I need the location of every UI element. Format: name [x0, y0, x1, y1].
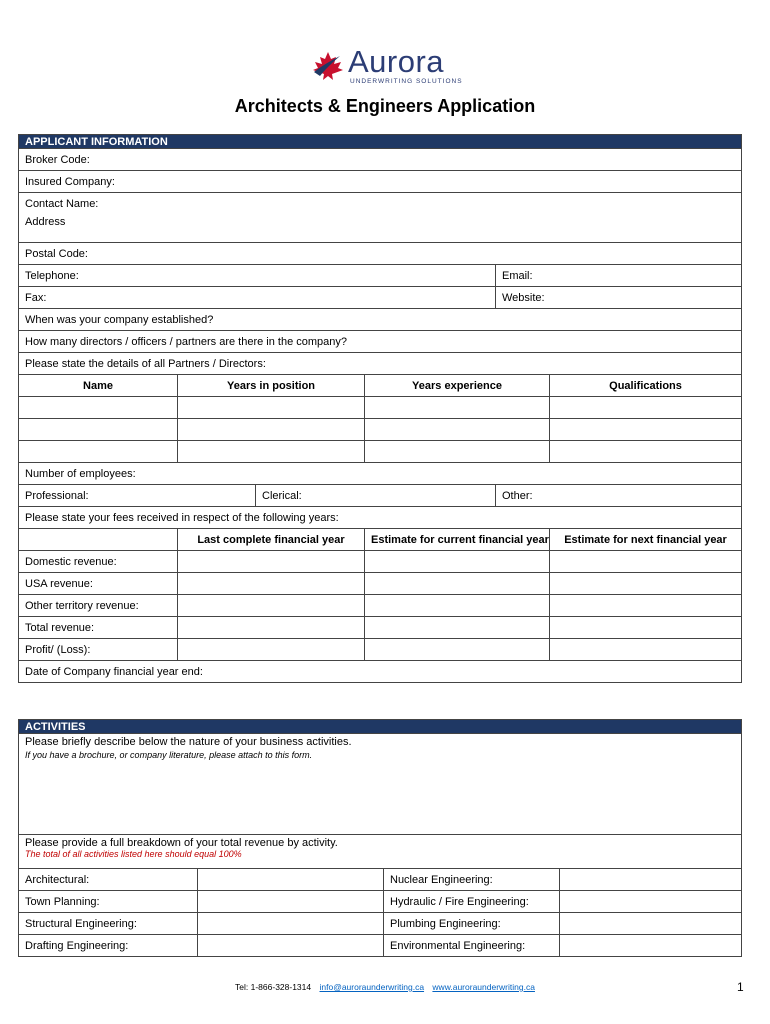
breakdown-label: Please provide a full breakdown of your total revenue by activity.	[25, 837, 338, 849]
partner-years-position-cell[interactable]	[178, 441, 365, 463]
activity-row	[19, 869, 742, 891]
revenue-row-label: USA revenue:	[19, 573, 178, 595]
telephone-field[interactable]: Telephone:	[19, 265, 496, 287]
partner-qualifications-cell[interactable]	[550, 441, 742, 463]
footer-email-link[interactable]: info@auroraunderwriting.ca	[319, 982, 425, 992]
maple-leaf-icon	[310, 50, 346, 82]
footer-website-link[interactable]: www.auroraunderwriting.ca	[432, 982, 535, 992]
insured-company-field[interactable]: Insured Company:	[19, 171, 742, 193]
revenue-last-year-cell[interactable]	[178, 551, 365, 573]
activity-value-cell[interactable]	[560, 913, 742, 935]
page-footer	[0, 982, 770, 992]
established-field[interactable]: When was your company established?	[19, 309, 742, 331]
business-activities-description[interactable]	[19, 734, 742, 835]
revenue-current-year-cell[interactable]	[365, 595, 550, 617]
revenue-row-label: Domestic revenue:	[19, 551, 178, 573]
partners-details-label: Please state the details of all Partners / Directors:	[19, 353, 742, 375]
revenue-last-year-cell[interactable]	[178, 639, 365, 661]
partner-row	[19, 419, 742, 441]
column-header-years-experience: Years experience	[365, 375, 550, 397]
activity-row	[19, 913, 742, 935]
partner-row	[19, 397, 742, 419]
activity-value-cell[interactable]	[560, 869, 742, 891]
professional-field[interactable]: Professional:	[19, 485, 256, 507]
revenue-current-year-cell[interactable]	[365, 551, 550, 573]
page-title: Architects & Engineers Application	[234, 96, 536, 116]
page-number: 1	[737, 980, 744, 994]
revenue-last-year-cell[interactable]	[178, 617, 365, 639]
partner-row	[19, 441, 742, 463]
revenue-current-year-cell[interactable]	[365, 617, 550, 639]
revenue-breakdown-intro	[19, 835, 742, 869]
activity-label: Town Planning:	[19, 891, 198, 913]
contact-name-field[interactable]: Contact Name:	[19, 193, 742, 215]
clerical-field[interactable]: Clerical:	[256, 485, 496, 507]
revenue-next-year-cell[interactable]	[550, 595, 742, 617]
activity-value-cell[interactable]	[198, 935, 384, 957]
partner-name-cell[interactable]	[19, 441, 178, 463]
column-header-last-year: Last complete financial year	[178, 529, 365, 551]
fees-blank-header	[19, 529, 178, 551]
activity-value-cell[interactable]	[560, 935, 742, 957]
brochure-note: If you have a brochure, or company literature, please attach to this form.	[25, 750, 313, 760]
revenue-row	[19, 595, 742, 617]
column-header-qualifications: Qualifications	[550, 375, 742, 397]
activity-label: Structural Engineering:	[19, 913, 198, 935]
revenue-row-label: Other territory revenue:	[19, 595, 178, 617]
revenue-current-year-cell[interactable]	[365, 573, 550, 595]
broker-code-field[interactable]: Broker Code:	[19, 149, 742, 171]
fees-intro-label: Please state your fees received in respect of the following years:	[19, 507, 742, 529]
partner-name-cell[interactable]	[19, 419, 178, 441]
partner-name-cell[interactable]	[19, 397, 178, 419]
activity-label: Hydraulic / Fire Engineering:	[384, 891, 560, 913]
activity-label: Environmental Engineering:	[384, 935, 560, 957]
activity-label: Nuclear Engineering:	[384, 869, 560, 891]
revenue-last-year-cell[interactable]	[178, 595, 365, 617]
partner-qualifications-cell[interactable]	[550, 419, 742, 441]
section-header-applicant: APPLICANT INFORMATION	[19, 135, 742, 149]
activity-value-cell[interactable]	[198, 891, 384, 913]
activity-value-cell[interactable]	[560, 891, 742, 913]
revenue-row-label: Total revenue:	[19, 617, 178, 639]
column-header-years-position: Years in position	[178, 375, 365, 397]
revenue-next-year-cell[interactable]	[550, 551, 742, 573]
column-header-next-year: Estimate for next financial year	[550, 529, 742, 551]
activity-value-cell[interactable]	[198, 913, 384, 935]
activity-row	[19, 935, 742, 957]
describe-activities-label: Please briefly describe below the nature of your business activities.	[25, 736, 352, 748]
breakdown-note: The total of all activities listed here should equal 100%	[25, 849, 242, 859]
activity-label: Plumbing Engineering:	[384, 913, 560, 935]
logo-tagline: UNDERWRITING SOLUTIONS	[350, 78, 463, 85]
partner-years-experience-cell[interactable]	[365, 441, 550, 463]
activities-table	[18, 719, 742, 957]
financial-year-end-field[interactable]: Date of Company financial year end:	[19, 661, 742, 683]
logo-brand: Aurora	[348, 44, 445, 79]
fax-field[interactable]: Fax:	[19, 287, 496, 309]
partner-years-position-cell[interactable]	[178, 397, 365, 419]
revenue-current-year-cell[interactable]	[365, 639, 550, 661]
directors-count-field[interactable]: How many directors / officers / partners are there in the company?	[19, 331, 742, 353]
other-employees-field[interactable]: Other:	[496, 485, 742, 507]
revenue-next-year-cell[interactable]	[550, 573, 742, 595]
employees-label: Number of employees:	[19, 463, 742, 485]
section-header-activities: ACTIVITIES	[19, 720, 742, 734]
column-header-current-year: Estimate for current financial year	[365, 529, 550, 551]
revenue-row	[19, 573, 742, 595]
applicant-information-table	[18, 134, 742, 683]
website-field[interactable]: Website:	[496, 287, 742, 309]
revenue-last-year-cell[interactable]	[178, 573, 365, 595]
partner-years-experience-cell[interactable]	[365, 419, 550, 441]
footer-telephone: Tel: 1-866-328-1314	[235, 982, 312, 992]
activity-label: Drafting Engineering:	[19, 935, 198, 957]
revenue-row	[19, 639, 742, 661]
revenue-row	[19, 617, 742, 639]
revenue-row	[19, 551, 742, 573]
company-logo	[310, 44, 470, 90]
partner-qualifications-cell[interactable]	[550, 397, 742, 419]
postal-code-field[interactable]: Postal Code:	[19, 243, 742, 265]
activity-value-cell[interactable]	[198, 869, 384, 891]
revenue-next-year-cell[interactable]	[550, 639, 742, 661]
activity-label: Architectural:	[19, 869, 198, 891]
revenue-row-label: Profit/ (Loss):	[19, 639, 178, 661]
activity-row	[19, 891, 742, 913]
partner-years-experience-cell[interactable]	[365, 397, 550, 419]
address-field[interactable]: Address	[19, 214, 742, 243]
partner-years-position-cell[interactable]	[178, 419, 365, 441]
email-field[interactable]: Email:	[496, 265, 742, 287]
revenue-next-year-cell[interactable]	[550, 617, 742, 639]
column-header-name: Name	[19, 375, 178, 397]
